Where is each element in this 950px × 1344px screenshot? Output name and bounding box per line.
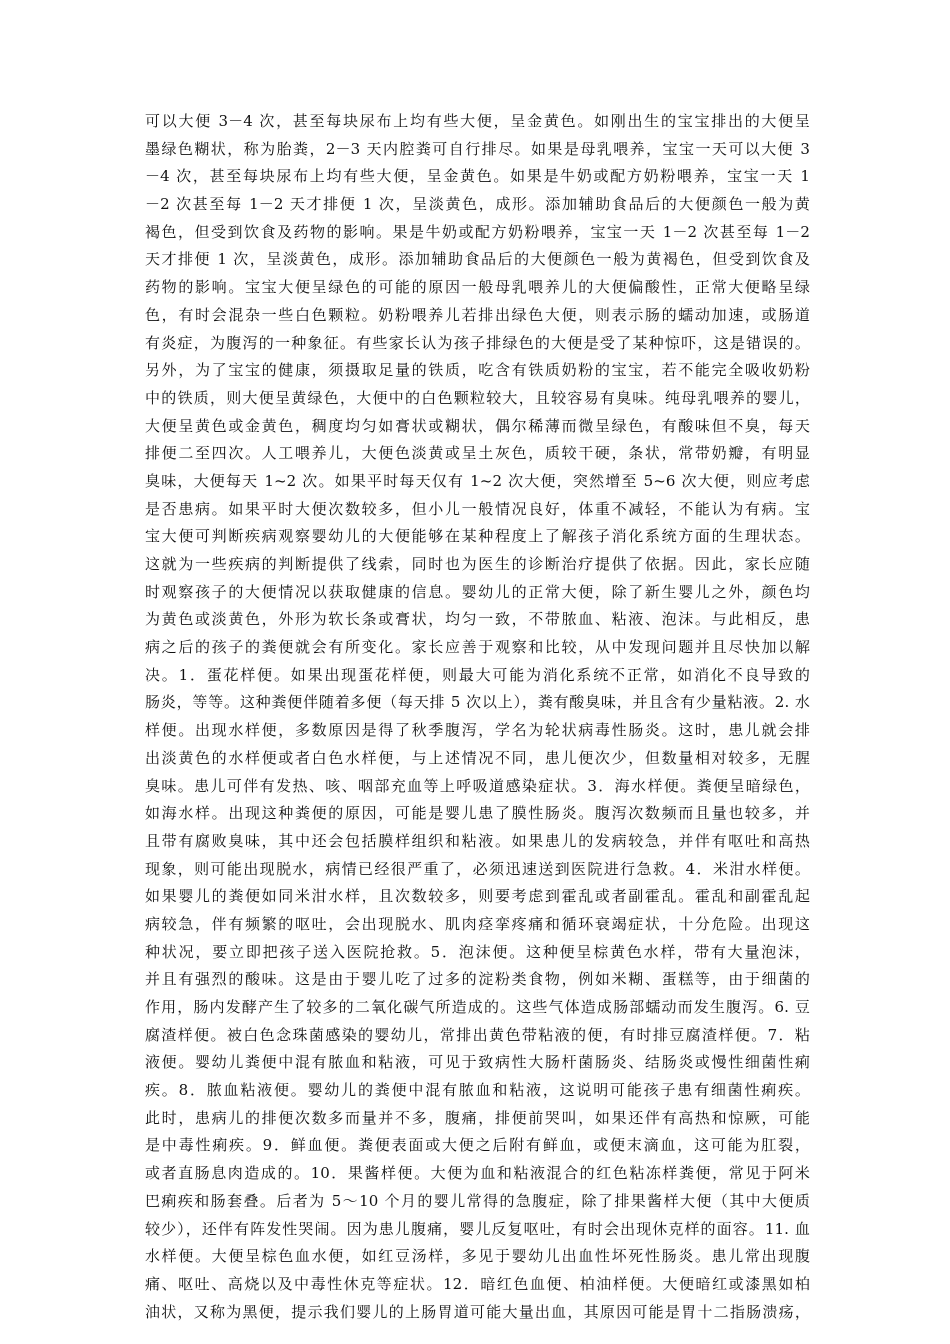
text-line: 褐色，但受到饮食及药物的影响。果是牛奶或配方奶粉喂养，宝宝一天 1－2 次甚至每 1－2 — [145, 222, 810, 241]
text-line: 色，有时会混杂一些白色颗粒。奶粉喂养儿若排出绿色大便，则表示肠的蠕动加速，或肠道 — [145, 305, 810, 324]
text-line: 病较急，伴有频繁的呕吐，会出现脱水、肌肉痉挛疼痛和循环衰竭症状，十分危险。出现这 — [145, 914, 810, 933]
text-line: 药物的影响。宝宝大便呈绿色的可能的原因一般母乳喂养儿的大便偏酸性，正常大便略呈绿 — [145, 278, 810, 297]
text-line: 腐渣样便。被白色念珠菌感染的婴幼儿，常排出黄色带粘液的便，有时排豆腐渣样便。7．粘 — [145, 1025, 810, 1044]
text-line: －4 次，甚至每块尿布上均有些大便，呈金黄色。如果是牛奶或配方奶粉喂养，宝宝一天 1 — [145, 167, 810, 186]
text-line: 且带有腐败臭味，其中还会包括膜样组织和粘液。如果患儿的发病较急，并伴有呕吐和高热 — [145, 831, 810, 850]
text-line: 作用，肠内发酵产生了较多的二氧化碳气所造成的。这些气体造成肠部蠕动而发生腹泻。6. 豆 — [145, 998, 810, 1016]
text-line: 为黄色或淡黄色，外形为软长条或膏状，均匀一致，不带脓血、粘液、泡沫。与此相反，患 — [145, 610, 810, 629]
text-line: 液便。婴幼儿粪便中混有脓血和粘液，可见于致病性大肠杆菌肠炎、结肠炎或慢性细菌性痢 — [145, 1053, 810, 1072]
text-line: 墨绿色糊状，称为胎粪，2－3 天内腔粪可自行排尽。如果是母乳喂养，宝宝一天可以大便 3 — [145, 139, 810, 158]
text-line: 是中毒性痢疾。9．鲜血便。粪便表面或大便之后附有鲜血，或便末滴血，这可能为肛裂， — [145, 1136, 810, 1155]
text-line: 油状，又称为黑便，提示我们婴儿的上肠胃道可能大量出血，其原因可能是胃十二指肠溃疡， — [145, 1302, 810, 1321]
text-line: 如果婴儿的粪便如同米泔水样，且次数较多，则要考虑到霍乱或者副霍乱。霍乱和副霍乱起 — [145, 887, 810, 906]
text-line: 宝大便可判断疾病观察婴幼儿的大便能够在某种程度上了解孩子消化系统方面的生理状态。 — [145, 527, 810, 546]
text-line: 臭味。患儿可伴有发热、咳、咽部充血等上呼吸道感染症状。3．海水样便。粪便呈暗绿色， — [145, 776, 810, 795]
text-line: 疾。8．脓血粘液便。婴幼儿的粪便中混有脓血和粘液，这说明可能孩子患有细菌性痢疾。 — [145, 1081, 810, 1100]
text-line: 种状况，要立即把孩子送入医院抢救。5．泡沫便。这种便呈棕黄色水样，带有大量泡沫， — [145, 942, 810, 961]
text-line: 病之后的孩子的粪便就会有所变化。家长应善于观察和比较，从中发现问题并且尽快加以解 — [145, 638, 810, 657]
text-line: 痛、呕吐、高烧以及中毒性休克等症状。12．暗红色血便、柏油样便。大便暗红或漆黑如柏 — [145, 1274, 810, 1293]
text-line: －2 次甚至每 1－2 天才排便 1 次，呈淡黄色，成形。添加辅助食品后的大便颜色一般为黄 — [145, 195, 810, 214]
text-line: 排便二至四次。人工喂养儿，大便色淡黄或呈土灰色，质较干硬，条状，常带奶瓣，有明显 — [145, 444, 810, 463]
text-line: 时观察孩子的大便情况以获取健康的信息。婴幼儿的正常大便，除了新生婴儿之外，颜色均 — [145, 582, 810, 601]
text-line: 天才排便 1 次，呈淡黄色，成形。添加辅助食品后的大便颜色一般为黄褐色，但受到饮食及 — [145, 250, 810, 269]
body-text — [145, 108, 810, 1326]
text-line: 较少），还伴有阵发性哭闹。因为患儿腹痛，婴儿反复呕吐，有时会出现休克样的面容。11. 血 — [145, 1219, 810, 1238]
text-line: 肠炎，等等。这种粪便伴随着多便（每天排 5 次以上），粪有酸臭味，并且含有少量粘液。2. 水 — [145, 693, 810, 712]
text-line: 大便呈黄色或金黄色，稠度均匀如膏状或糊状，偶尔稀薄而微呈绿色，有酸味但不臭，每天 — [145, 416, 810, 435]
text-line: 出淡黄色的水样便或者白色水样便，与上述情况不同，患儿便次少，但数量相对较多，无腥 — [145, 748, 810, 767]
text-line: 臭味，大便每天 1~2 次。如果平时每天仅有 1~2 次大便，突然增至 5~6 次大便，则应考虑 — [145, 471, 810, 490]
text-line: 此时，患病儿的排便次数多而量并不多，腹痛，排便前哭叫，如果还伴有高热和惊厥，可能 — [145, 1108, 810, 1127]
text-line: 决。1．蛋花样便。如果出现蛋花样便，则最大可能为消化系统不正常，如消化不良导致的 — [145, 665, 810, 684]
text-line: 这就为一些疾病的判断提供了线索，同时也为医生的诊断治疗提供了依据。因此，家长应随 — [145, 555, 810, 573]
text-line: 或者直肠息肉造成的。10．果酱样便。大便为血和粘液混合的红色粘冻样粪便，常见于阿米 — [145, 1164, 810, 1183]
text-line: 另外，为了宝宝的健康，须摄取足量的铁质，吃含有铁质奶粉的宝宝，若不能完全吸收奶粉 — [145, 361, 810, 380]
text-line: 并且有强烈的酸味。这是由于婴儿吃了过多的淀粉类食物，例如米糊、蛋糕等，由于细菌的 — [145, 970, 810, 989]
text-line: 巴痢疾和肠套叠。后者为 5～10 个月的婴儿常得的急腹症，除了排果酱样大便（其中大便质 — [145, 1191, 810, 1210]
text-line: 有炎症，为腹泻的一种象征。有些家长认为孩子排绿色的大便是受了某种惊吓，这是错误的。 — [145, 333, 810, 352]
text-line: 中的铁质，则大便呈黄绿色，大便中的白色颗粒较大，且较容易有臭味。纯母乳喂养的婴儿， — [145, 388, 810, 407]
text-line: 样便。出现水样便，多数原因是得了秋季腹泻，学名为轮状病毒性肠炎。这时，患儿就会排 — [145, 721, 810, 740]
text-line: 现象，则可能出现脱水，病情已经很严重了，必须迅速送到医院进行急救。4．米泔水样便。 — [145, 859, 810, 878]
text-line: 可以大便 3－4 次，甚至每块尿布上均有些大便，呈金黄色。如刚出生的宝宝排出的大便呈 — [145, 112, 810, 130]
text-line: 如海水样。出现这种粪便的原因，可能是婴儿患了膜性肠炎。腹泻次数频而且量也较多，并 — [145, 804, 810, 823]
text-line: 水样便。大便呈棕色血水便，如红豆汤样，多见于婴幼儿出血性坏死性肠炎。患儿常出现腹 — [145, 1247, 810, 1266]
text-line: 是否患病。如果平时大便次数较多，但小儿一般情况良好，体重不减轻，不能认为有病。宝 — [145, 499, 810, 518]
